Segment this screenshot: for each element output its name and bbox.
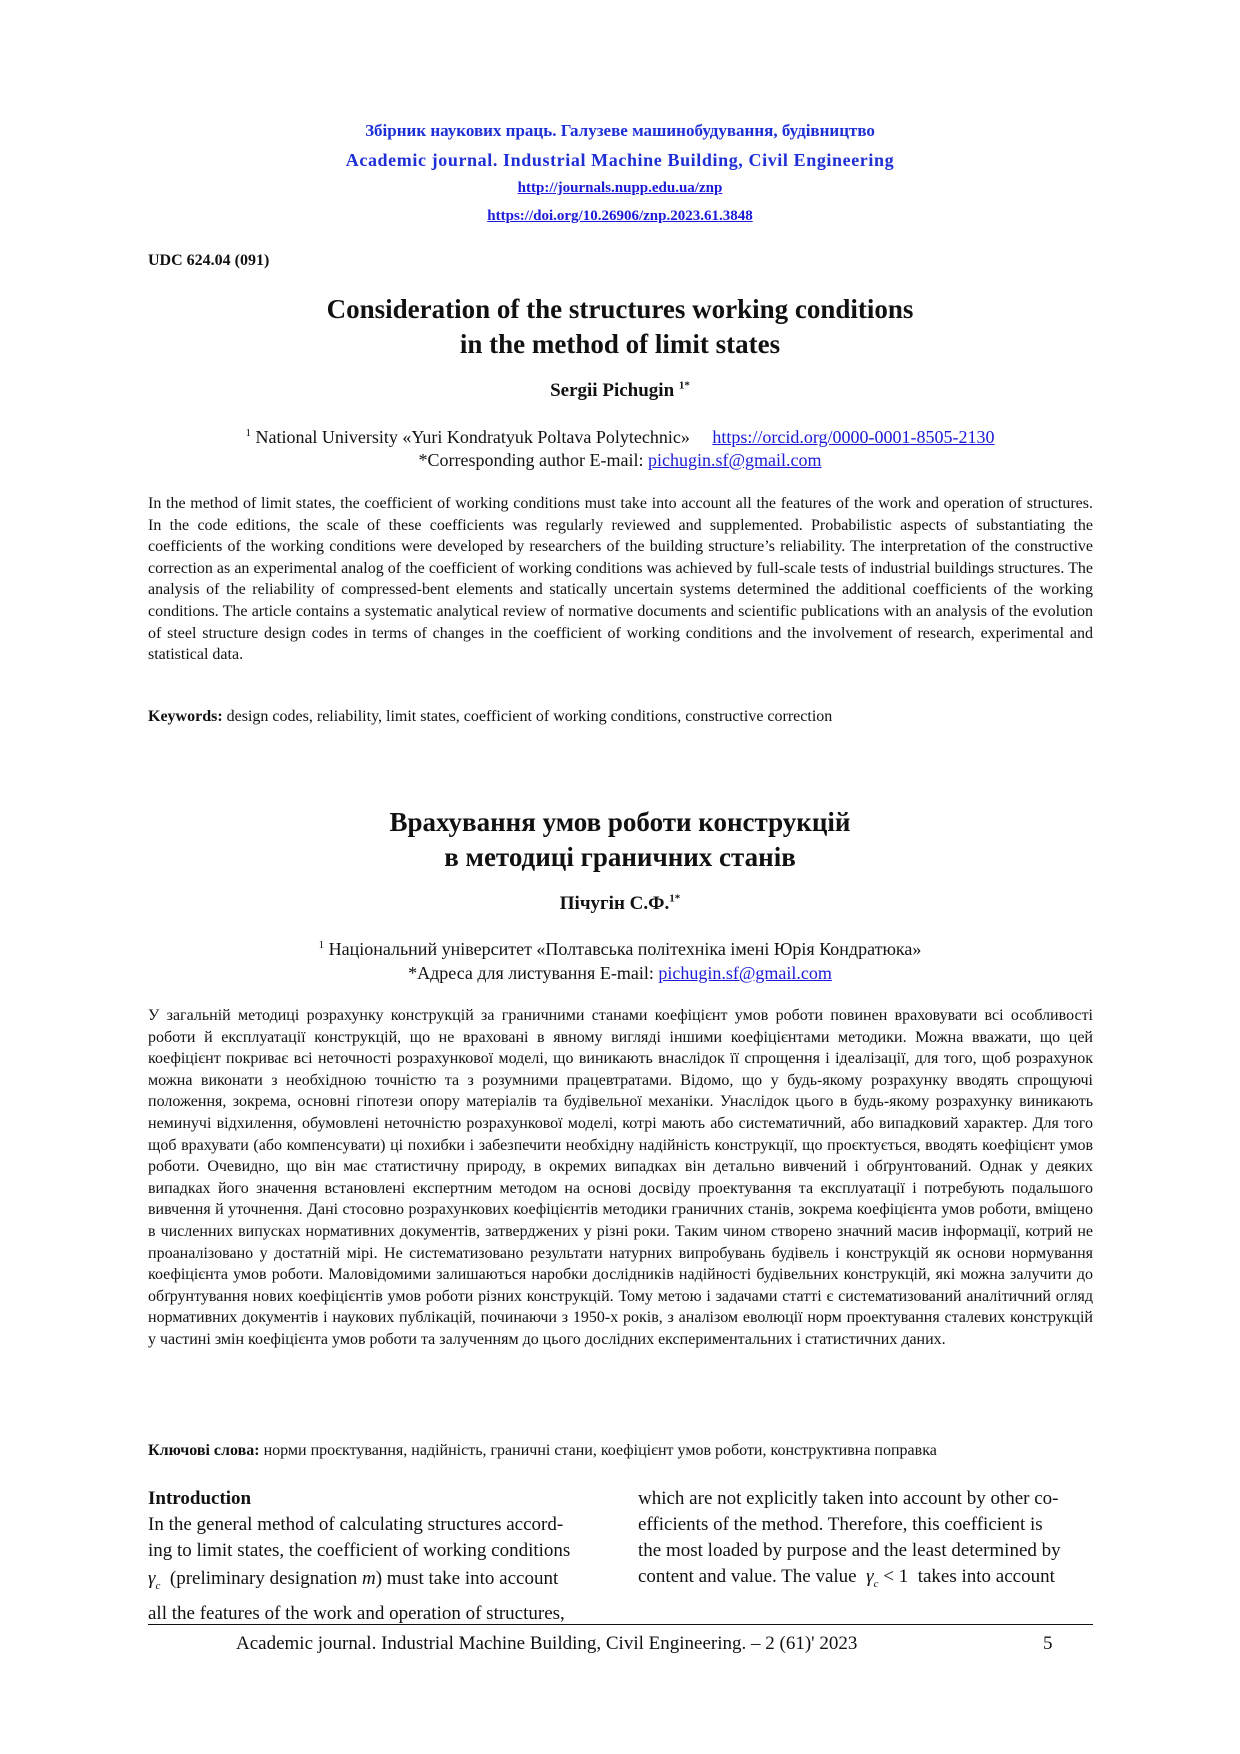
title-en-line1: Consideration of the structures working conditions xyxy=(326,294,914,324)
intro-right-line4: content and value. The value $\gamma_c < 1$ takes into account xyxy=(638,1566,1055,1590)
keywords-en-text: design codes, reliability, limit states, coefficient of working conditions, constructive correction xyxy=(226,708,833,725)
title-en-line2: in the method of limit states xyxy=(459,329,781,359)
article-title-ua xyxy=(0,805,1240,875)
intro-left-line2: ing to limit states, the coefficient of working conditions xyxy=(148,1540,571,1561)
intro-left-column xyxy=(148,1486,610,1627)
author-en-sup: 1* xyxy=(678,379,690,392)
title-ua-line1: Врахування умов роботи конструкцій xyxy=(389,807,851,837)
intro-right-line2: efficients of the method. Therefore, this coefficient is xyxy=(638,1514,1043,1535)
aff-en-sup: 1 xyxy=(245,427,251,439)
affiliation-en xyxy=(0,426,1240,448)
intro-right-column xyxy=(638,1486,1093,1597)
corresponding-ua xyxy=(0,962,1240,984)
email-en-link[interactable]: pichugin.sf@gmail.com xyxy=(647,450,822,470)
intro-left-line3: $\gamma_c$ (preliminary designation m) must take into account xyxy=(148,1568,559,1592)
keywords-ua-label: Ключові слова: xyxy=(148,1442,260,1459)
intro-left-line1: In the general method of calculating structures accord- xyxy=(148,1514,564,1535)
abstract-ua: У загальній методиці розрахунку конструкцій за граничними станами коефіцієнт умов роботи повинен враховувати всі особливості роботи й експлуатації конструкцій, що не враховані в явному вигляді іншими коефіцієнтами методики. Можна вважати, що цей коефіцієнт покриває всі неточності розрахункової моделі, що виникають внаслідок її спрощення і ідеалізації, для того, щоб розрахунок можна виконати з необхідною точністю та з розумними працевтратами. Відомо, що у будь-якому розрахунку вводять спрощуючі положення, зокрема, основні гіпотези опору матеріалів та будівельної механіки. Унаслідок цього в будь-якому розрахунку виникають неминучі відхилення, обумовлені неточністю розрахункової моделі, котрі мають або систематичний, або випадковий характер. Для того щоб врахувати (або компенсувати) ці похибки і забезпечити необхідну надійність конструкції, що проєктується, вводять коефіцієнт умов роботи. Очевидно, що він має статистичну природу, в окремих випадках він детально вивчений і обґрунтований. Однак у деяких випадках його значення встановлені експертним методом на основі досвіду проектування та експлуатації і потребують подальшого вивчення й уточнення. Дані стосовно розрахункових коефіцієнтів методики граничних станів, зокрема коефіцієнта умов роботи, вміщено в численних випусках нормативних документів, затверджених у різні роки. Таким чином створено значний масив інформації, котрий не проаналізовано у достатній мірі. Не систематизовано результати натурних випробувань будівель і конструкцій як основи нормування коефіцієнта умов роботи. Маловідомими залишаються наробки дослідників надійності будівельних конструкцій, які можна залучити до обґрунтування нових коефіцієнтів умов роботи різних конструкцій. Тому метою і задачами статті є систематизований аналітичний огляд нормативних документів і наукових публікацій, починаючи з 1950-х років, з аналізом еволюції норм проектування сталевих конструкцій у частині змін коефіцієнта умов роботи та залученням до цього дослідних експериментальних і статистичних даних. xyxy=(148,1007,1093,1348)
keywords-en-label: Keywords: xyxy=(148,708,223,725)
author-en-name: Sergii Pichugin xyxy=(550,380,675,401)
udc-code: UDC 624.04 (091) xyxy=(148,252,270,269)
intro-right-line1: which are not explicitly taken into account by other co- xyxy=(638,1488,1059,1509)
intro-left-line4: all the features of the work and operation of structures, xyxy=(148,1602,565,1624)
orcid-link[interactable]: https://orcid.org/0000-0001-8505-2130 xyxy=(712,427,995,447)
author-ua xyxy=(0,893,1240,915)
keywords-en xyxy=(148,708,832,726)
page-number: 5 xyxy=(1043,1633,1053,1654)
corresponding-en xyxy=(0,449,1240,471)
footer-divider xyxy=(148,1624,1093,1625)
aff-en-name: National University «Yuri Kondratyuk Poltava Polytechnic» xyxy=(255,427,690,447)
corr-ua-label: *Адреса для листування E-mail: xyxy=(408,963,654,983)
article-title-en xyxy=(0,292,1240,362)
aff-ua-sup: 1 xyxy=(318,939,325,951)
author-ua-name: Пічугін С.Ф. xyxy=(559,893,670,914)
doi-link[interactable]: https://doi.org/10.26906/znp.2023.61.3848 xyxy=(487,208,753,224)
title-ua-line2: в методиці граничних станів xyxy=(444,842,796,872)
gamma-symbol: $\gamma_c$ xyxy=(148,1568,161,1592)
gamma-symbol-right: $\gamma_c$ xyxy=(866,1566,879,1590)
aff-ua-name: Національний університет «Полтавська політехніка імені Юрія Кондратюка» xyxy=(328,939,922,959)
journal-title-en: Academic journal. Industrial Machine Building, Civil Engineering xyxy=(345,150,895,170)
abstract-en: In the method of limit states, the coefficient of working conditions must take into account all the features of the work and operation of structures. In the code editions, the scale of these coefficients was regularly reviewed and supplemented. Probabilistic aspects of substantiating the coefficients of the working conditions were developed by researchers of the building structure’s reliability. The interpretation of the constructive correction as an experimental analog of the coefficient of working conditions was achieved by full-scale tests of industrial buildings structures. The analysis of the reliability of compressed-bent elements and statically uncertain systems determined the additional coefficients of the working conditions. The article contains a systematic analytical review of normative documents and scientific publications with an analysis of the evolution of steel structure design codes in terms of changes in the coefficient of working conditions and the involvement of research, experimental and statistical data. xyxy=(148,495,1093,664)
corr-en-label: *Corresponding author E-mail: xyxy=(418,450,644,470)
author-en xyxy=(0,380,1240,402)
journal-title-ua: Збірник наукових праць. Галузеве машинобудування, будівництво xyxy=(365,121,875,140)
email-ua-link[interactable]: pichugin.sf@gmail.com xyxy=(658,963,832,983)
author-ua-sup: 1* xyxy=(669,892,681,905)
keywords-ua-text: норми проєктування, надійність, граничні стани, коефіцієнт умов роботи, конструктивна поправка xyxy=(263,1442,937,1459)
affiliation-ua xyxy=(0,938,1240,960)
intro-heading: Introduction xyxy=(148,1488,252,1509)
footer-journal: Academic journal. Industrial Machine Building, Civil Engineering. – 2 (61)' 2023 xyxy=(236,1633,858,1654)
journal-url-link[interactable]: http://journals.nupp.edu.ua/znp xyxy=(517,180,723,196)
intro-right-line3: the most loaded by purpose and the least determined by xyxy=(638,1540,1061,1561)
keywords-ua xyxy=(148,1442,937,1460)
